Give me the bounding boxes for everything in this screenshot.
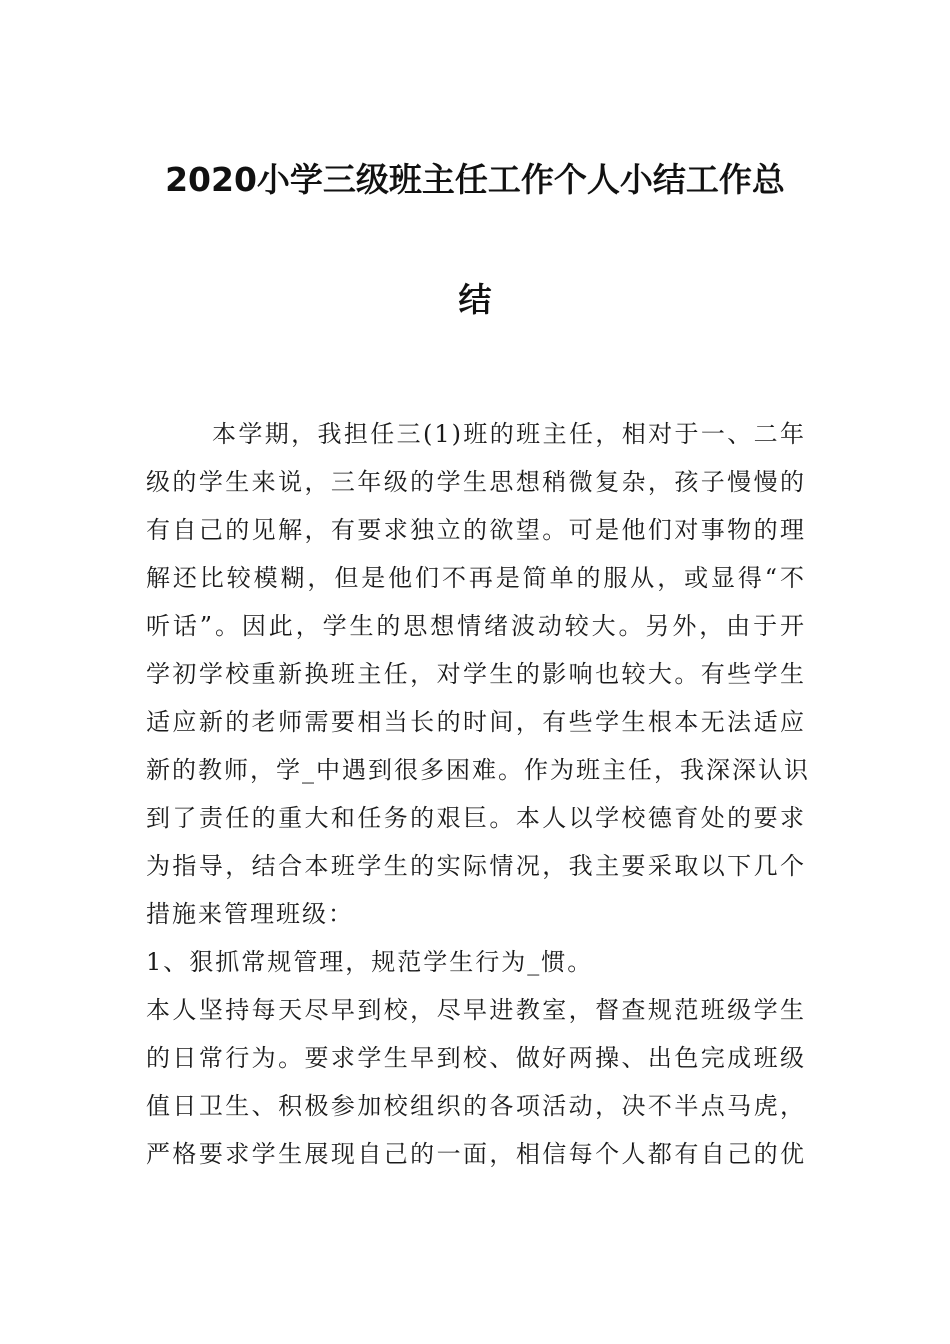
body-line: 级的学生来说，三年级的学生思想稍微复杂，孩子慢慢的 <box>146 468 806 496</box>
body-line: 到了责任的重大和任务的艰巨。本人以学校德育处的要求 <box>146 804 806 832</box>
body-line: 措施来管理班级： <box>146 900 354 928</box>
document-body <box>146 410 810 1178</box>
body-line: 本人坚持每天尽早到校，尽早进教室，督查规范班级学生 <box>146 996 806 1024</box>
document-title-line-1: 2020小学三级班主任工作个人小结工作总 <box>165 160 785 199</box>
body-line: 为指导，结合本班学生的实际情况，我主要采取以下几个 <box>146 852 806 880</box>
document-title-line-2: 结 <box>458 280 492 319</box>
body-line: 解还比较模糊，但是他们不再是简单的服从，或显得“不 <box>146 564 806 592</box>
body-line: 有自己的见解，有要求独立的欲望。可是他们对事物的理 <box>146 516 806 544</box>
body-line: 听话”。因此，学生的思想情绪波动较大。另外，由于开 <box>146 612 806 640</box>
body-line: 学初学校重新换班主任，对学生的影响也较大。有些学生 <box>146 660 806 688</box>
body-line: 严格要求学生展现自己的一面，相信每个人都有自己的优 <box>146 1140 806 1168</box>
body-line: 本学期，我担任三(1)班的班主任，相对于一、二年 <box>212 420 806 448</box>
body-line: 1、狠抓常规管理，规范学生行为_惯。 <box>146 948 594 976</box>
body-line: 新的教师，学_中遇到很多困难。作为班主任，我深深认识 <box>146 756 810 784</box>
body-line: 的日常行为。要求学生早到校、做好两操、出色完成班级 <box>146 1044 806 1072</box>
body-line: 值日卫生、积极参加校组织的各项活动，决不半点马虎， <box>146 1092 806 1120</box>
body-line: 适应新的老师需要相当长的时间，有些学生根本无法适应 <box>146 708 806 736</box>
